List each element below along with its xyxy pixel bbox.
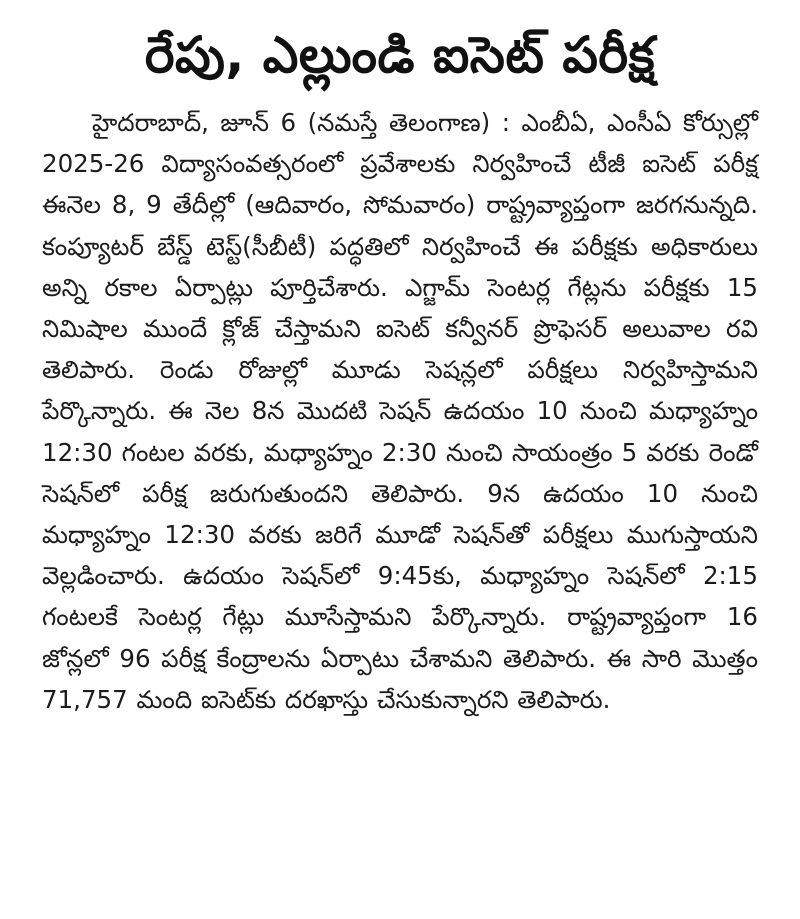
- article-body-text: ఎంబీఏ, ఎంసీఏ కోర్సుల్లో 2025-26 విద్యాసంవత్సరంలో ప్రవేశాలకు నిర్వహించే టీజీ ఐసెట్ పరీక్ష ఈనెల 8, 9 తేదీల్లో (ఆదివారం, సోమవారం) రాష్ట్రవ్యాప్తంగా జరగనున్నది. కంప్యూటర్ బేస్డ్ టెస్ట్(సీబీటీ) పద్ధతిలో నిర్వహించే ఈ పరీక్షకు అధికారులు అన్ని రకాల ఏర్పాట్లు పూర్తిచేశారు. ఎగ్జామ్ సెంటర్ల గేట్లను పరీక్షకు 15 నిమిషాల ముందే క్లోజ్ చేస్తామని ఐసెట్ కన్వీనర్ ప్రొఫెసర్ అలువాల రవి తెలిపారు. రెండు రోజుల్లో మూడు సెషన్లలో పరీక్షలు నిర్వహిస్తామని పేర్కొన్నారు. ఈ నెల 8న మొదటి సెషన్ ఉదయం 10 నుంచి మధ్యాహ్నం 12:30 గంటల వరకు, మధ్యాహ్నం 2:30 నుంచి సాయంత్రం 5 వరకు రెండో సెషన్‌లో పరీక్ష జరుగుతుందని తెలిపారు. 9న ఉదయం 10 నుంచి మధ్యాహ్నం 12:30 వరకు జరిగే మూడో సెషన్‌తో పరీక్షలు ముగుస్తాయని వెల్లడించారు. ఉదయం సెషన్‌లో 9:45కు, మధ్యాహ్నం సెషన్‌లో 2:15 గంటలకే సెంటర్ల గేట్లు మూసేస్తామని పేర్కొన్నారు. రాష్ట్రవ్యాప్తంగా 16 జోన్లలో 96 పరీక్ష కేంద్రాలను ఏర్పాటు చేశామని తెలిపారు. ఈ సారి మొత్తం 71,757 మంది ఐసెట్‌కు దరఖాస్తు చేసుకున్నారని తెలిపారు.: [42, 108, 759, 714]
- headline: రేపు, ఎల్లుండి ఐసెట్ పరీక్ష: [144, 26, 656, 84]
- article-body: [42, 102, 758, 720]
- dateline: హైదరాబాద్, జూన్ 6 (నమస్తే తెలంగాణ) :: [92, 108, 510, 137]
